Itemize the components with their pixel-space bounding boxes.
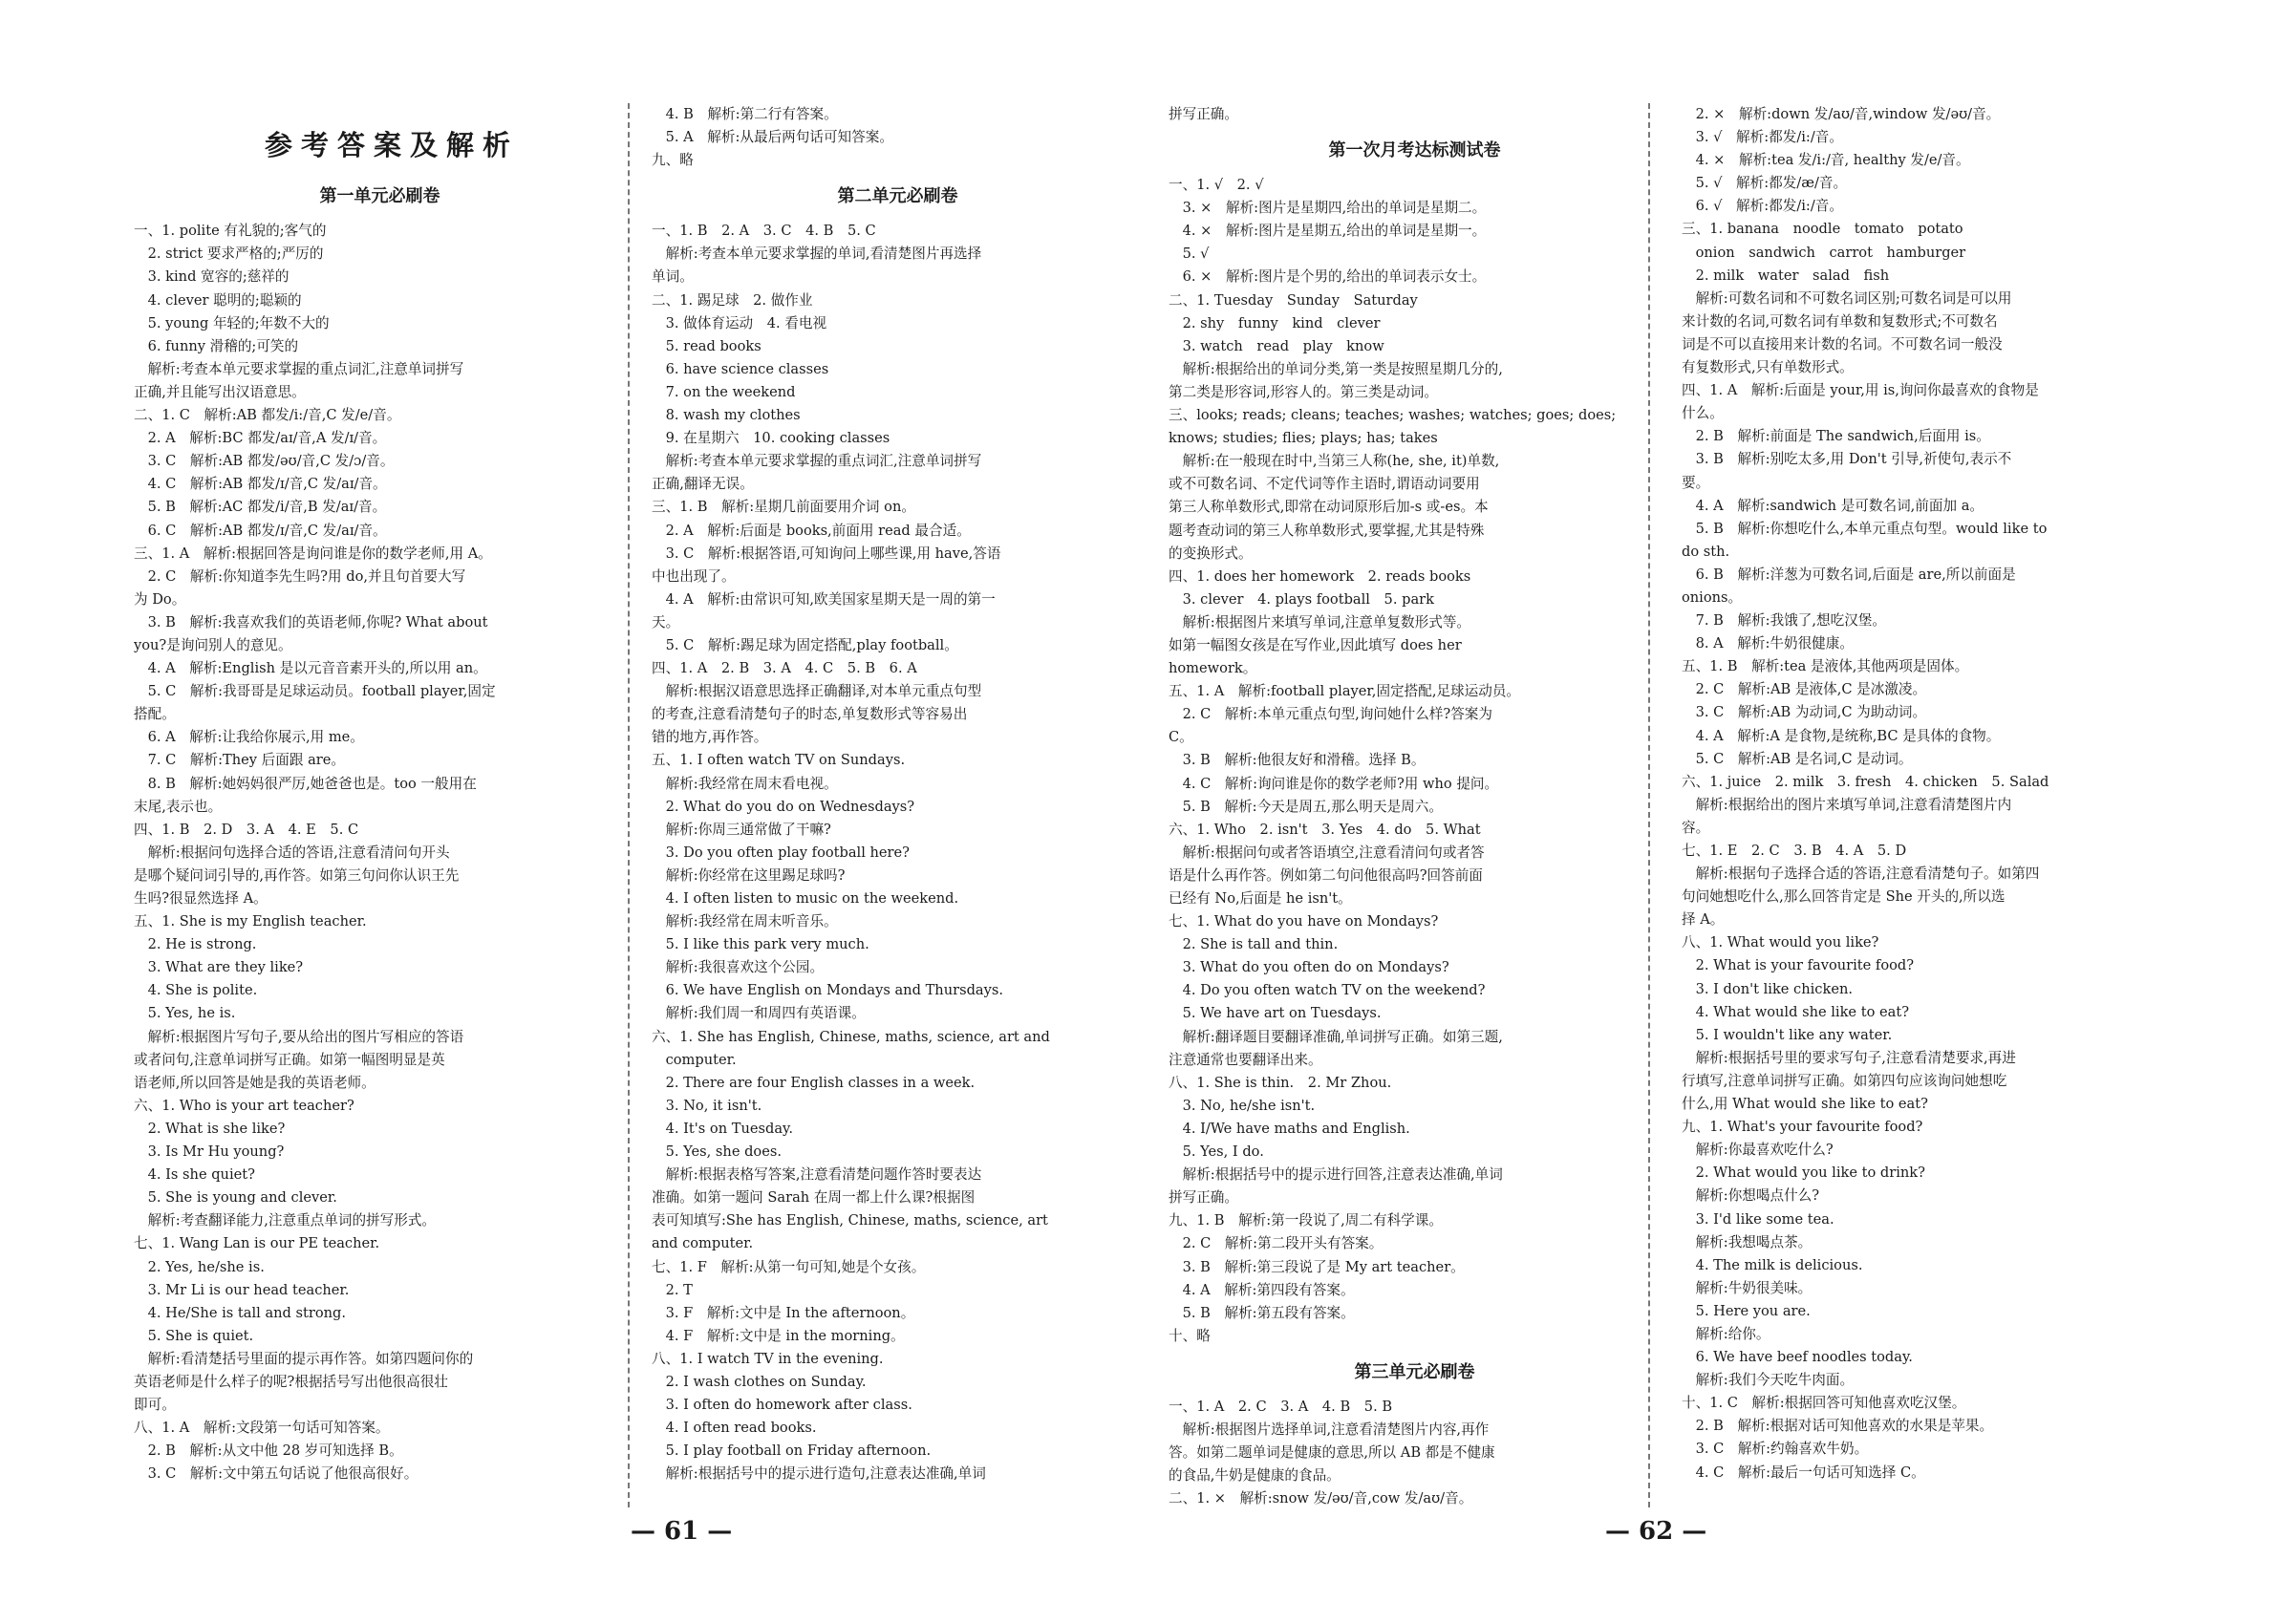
- answer-line: 2. C 解析:AB 是液体,C 是冰激凌。: [1682, 681, 1927, 698]
- answer-line: 什么。: [1682, 405, 1724, 422]
- answer-line: 解析:根据问句选择合适的答语,注意看清问句开头: [134, 844, 450, 861]
- answer-line: 2. × 解析:down 发/aʊ/音,window 发/əʊ/音。: [1682, 106, 2001, 122]
- answer-line: 6. We have beef noodles today.: [1682, 1349, 1913, 1366]
- answer-line: 4. C 解析:AB 都发/ɪ/音,C 发/aɪ/音。: [134, 476, 387, 493]
- answer-line: 四、1. B 2. D 3. A 4. E 5. C: [134, 821, 359, 838]
- answer-line: 为 Do。: [134, 590, 186, 608]
- answer-line: 5. I like this park very much.: [652, 936, 869, 953]
- answer-line: 2. I wash clothes on Sunday.: [652, 1373, 867, 1390]
- answer-line: 解析:你最喜欢吃什么?: [1682, 1142, 1834, 1159]
- answer-line: 的考查,注意看清楚句子的时态,单复数形式等容易出: [652, 706, 968, 723]
- page-number-right: — 62 —: [1605, 1517, 1707, 1546]
- answer-line: 3. Do you often play football here?: [652, 844, 910, 861]
- answer-line: 解析:我经常在周末看电视。: [652, 775, 838, 792]
- answer-line: 九、1. What's your favourite food?: [1682, 1119, 1923, 1136]
- answer-line: 4. I often listen to music on the weekend.: [652, 890, 959, 907]
- answer-line: 3. B 解析:他很友好和滑稽。选择 B。: [1169, 752, 1426, 769]
- answer-column-3: [1169, 103, 1661, 1510]
- answer-line: 解析:翻译题目要翻译准确,单词拼写正确。如第三题,: [1169, 1028, 1503, 1045]
- main-title: 参考答案及解析: [264, 129, 519, 161]
- answer-line: 4. × 解析:图片是星期五,给出的单词是星期一。: [1169, 223, 1487, 240]
- answer-line: 4. I/We have maths and English.: [1169, 1120, 1410, 1137]
- answer-line: 4. The milk is delicious.: [1682, 1256, 1863, 1273]
- answer-line: 三、looks; reads; cleans; teaches; washes; watches; goes; does;: [1169, 407, 1617, 424]
- column-divider: [1648, 103, 1650, 1507]
- answer-line: 解析:根据图片选择单词,注意看清楚图片内容,再作: [1169, 1421, 1490, 1438]
- answer-line: 第三人称单数形式,即常在动词原形后加-s 或-es。本: [1169, 499, 1489, 516]
- answer-line: 6. C 解析:AB 都发/ɪ/音,C 发/aɪ/音。: [134, 522, 387, 539]
- answer-line: 解析:我很喜欢这个公园。: [652, 959, 825, 976]
- answer-line: 八、1. She is thin. 2. Mr Zhou.: [1169, 1074, 1392, 1091]
- answer-line: 2. shy funny kind clever: [1169, 314, 1381, 331]
- answer-line: 4. F 解析:文中是 in the morning。: [652, 1327, 905, 1344]
- answer-line: 解析:你周三通常做了干嘛?: [652, 821, 831, 838]
- answer-line: 有复数形式,只有单数形式。: [1682, 359, 1854, 376]
- answer-line: 2. There are four English classes in a week.: [652, 1074, 976, 1091]
- answer-line: 语老师,所以回答是她是我的英语老师。: [134, 1074, 375, 1091]
- answer-line: 解析:根据给出的单词分类,第一类是按照星期几分的,: [1169, 360, 1503, 377]
- answer-line: 3. kind 宽容的;慈祥的: [134, 268, 290, 286]
- answer-line: 解析:在一般现在时中,当第三人称(he, she, it)单数,: [1169, 453, 1500, 470]
- answer-line: 四、1. A 2. B 3. A 4. C 5. B 6. A: [652, 660, 917, 677]
- answer-line: 3. No, it isn't.: [652, 1097, 762, 1114]
- answer-line: 5. C 解析:AB 是名词,C 是动词。: [1682, 750, 1913, 767]
- answer-line: 5. B 解析:你想吃什么,本单元重点句型。would like to: [1682, 520, 2048, 537]
- answer-line: 拼写正确。: [1169, 106, 1238, 122]
- column-divider: [628, 103, 630, 1507]
- answer-line: 5. She is quiet.: [134, 1327, 254, 1344]
- answer-line: 5. B 解析:今天是周五,那么明天是周六。: [1169, 798, 1443, 815]
- answer-line: 6. have science classes: [652, 360, 829, 377]
- answer-line: 4. B 解析:第二行有答案。: [652, 106, 838, 122]
- answer-line: 2. A 解析:BC 都发/aɪ/音,A 发/ɪ/音。: [134, 430, 387, 447]
- answer-line: 九、略: [652, 152, 694, 169]
- answer-line: [134, 126, 626, 149]
- answer-line: 3. What are they like?: [134, 959, 304, 976]
- answer-line: 六、1. She has English, Chinese, maths, science, art and: [652, 1028, 1050, 1045]
- answer-column-4: [1682, 103, 2174, 1485]
- answer-line: 三、1. banana noodle tomato potato: [1682, 221, 1963, 238]
- answer-line: 3. × 解析:图片是星期四,给出的单词是星期二。: [1169, 200, 1487, 217]
- answer-line: 解析:根据图片来填写单词,注意单复数形式等。: [1169, 613, 1471, 630]
- answer-line: computer.: [652, 1051, 737, 1068]
- answer-line: 解析:可数名词和不可数名词区别;可数名词是可以用: [1682, 289, 2012, 307]
- answer-line: 3. C 解析:根据答语,可知询问上哪些课,用 have,答语: [652, 545, 1001, 562]
- answer-line: 六、1. juice 2. milk 3. fresh 4. chicken 5. Salad: [1682, 773, 2049, 790]
- answer-line: 二、1. × 解析:snow 发/əʊ/音,cow 发/aʊ/音。: [1169, 1490, 1473, 1507]
- answer-line: 5. √ 解析:都发/æ/音。: [1682, 175, 1848, 192]
- answer-line: 6. × 解析:图片是个男的,给出的单词表示女士。: [1169, 268, 1487, 286]
- answer-line: 二、1. Tuesday Sunday Saturday: [1169, 291, 1418, 309]
- answer-line: 一、1. polite 有礼貌的;客气的: [134, 223, 327, 240]
- answer-line: 解析:你想喝点什么?: [1682, 1187, 1820, 1205]
- answer-line: 8. B 解析:她妈妈很严厉,她爸爸也是。too 一般用在: [134, 775, 477, 792]
- answer-line: 9. 在星期六 10. cooking classes: [652, 430, 890, 447]
- answer-line: 4. A 解析:由常识可知,欧美国家星期天是一周的第一: [652, 590, 996, 608]
- answer-line: 4. I often read books.: [652, 1420, 817, 1437]
- section-heading: 第三单元必刷卷: [1354, 1361, 1475, 1382]
- answer-line: 解析:根据括号里的要求写句子,注意看清楚要求,再进: [1682, 1049, 2016, 1066]
- section-heading: 第二单元必刷卷: [837, 186, 958, 207]
- answer-line: 4. A 解析:第四段有答案。: [1169, 1281, 1355, 1298]
- answer-line: 7. on the weekend: [652, 383, 796, 400]
- answer-line: 六、1. Who is your art teacher?: [134, 1097, 354, 1114]
- answer-line: 一、1. A 2. C 3. A 4. B 5. B: [1169, 1398, 1393, 1415]
- answer-line: 5. C 解析:踢足球为固定搭配,play football。: [652, 636, 958, 653]
- answer-line: 5. Yes, he is.: [134, 1005, 236, 1022]
- answer-line: 四、1. does her homework 2. reads books: [1169, 567, 1471, 585]
- answer-line: 3. No, he/she isn't.: [1169, 1097, 1316, 1114]
- answer-line: 三、1. A 解析:根据回答是询问谁是你的数学老师,用 A。: [134, 545, 492, 562]
- answer-line: 5. We have art on Tuesdays.: [1169, 1005, 1382, 1022]
- answer-line: 解析:牛奶很美味。: [1682, 1279, 1813, 1296]
- answer-line: 4. She is polite.: [134, 982, 258, 999]
- answer-line: 二、1. C 解析:AB 都发/i:/音,C 发/e/音。: [134, 407, 401, 424]
- answer-line: 解析:根据问句或者答语填空,注意看清问句或者答: [1169, 844, 1485, 861]
- answer-line: 6. B 解析:洋葱为可数名词,后面是 are,所以前面是: [1682, 566, 2016, 583]
- answer-line: 九、1. B 解析:第一段说了,周二有科学课。: [1169, 1212, 1443, 1229]
- answer-line: 三、1. B 解析:星期几前面要用介词 on。: [652, 499, 915, 516]
- answer-line: 五、1. B 解析:tea 是液体,其他两项是固体。: [1682, 658, 1969, 675]
- answer-line: 容。: [1682, 819, 1710, 836]
- answer-line: 二、1. 踢足球 2. 做作业: [652, 291, 813, 309]
- answer-line: 来计数的名词,可数名词有单数和复数形式;不可数名: [1682, 312, 1998, 330]
- answer-line: 4. Is she quiet?: [134, 1166, 255, 1184]
- answer-line: 6. funny 滑稽的;可笑的: [134, 337, 299, 354]
- answer-line: 2. What do you do on Wednesdays?: [652, 798, 915, 815]
- answer-line: 生吗?很显然选择 A。: [134, 890, 268, 907]
- answer-line: 搭配。: [134, 706, 176, 723]
- answer-line: 的变换形式。: [1169, 545, 1253, 562]
- answer-line: 解析:根据括号中的提示进行回答,注意表达准确,单词: [1169, 1166, 1503, 1184]
- page-number-left: — 61 —: [631, 1517, 733, 1546]
- answer-line: homework。: [1169, 660, 1257, 677]
- answer-line: 或者问句,注意单词拼写正确。如第一幅图明显是英: [134, 1051, 445, 1068]
- answer-line: 2. T: [652, 1281, 693, 1298]
- answer-column-2: [652, 103, 1144, 1485]
- answer-line: 3. B 解析:我喜欢我们的英语老师,你呢? What about: [134, 613, 488, 630]
- answer-line: 词是不可以直接用来计数的名词。不可数名词一般没: [1682, 335, 2003, 353]
- answer-line: 5. I play football on Friday afternoon.: [652, 1442, 932, 1460]
- answer-line: 正确,并且能写出汉语意思。: [134, 383, 306, 400]
- answer-line: do sth.: [1682, 543, 1730, 560]
- answer-line: 解析:根据表格写答案,注意看清楚问题作答时要表达: [652, 1166, 982, 1184]
- answer-line: and computer.: [652, 1235, 754, 1252]
- answer-line: [134, 149, 626, 172]
- answer-line: 5. young 年轻的;年数不大的: [134, 314, 330, 331]
- answer-line: 中也出现了。: [652, 567, 736, 585]
- answer-line: 3. C 解析:约翰喜欢牛奶。: [1682, 1441, 1869, 1458]
- answer-line: 七、1. Wang Lan is our PE teacher.: [134, 1235, 380, 1252]
- section-heading: 第一次月考达标测试卷: [1328, 140, 1501, 161]
- answer-line: 七、1. What do you have on Mondays?: [1169, 913, 1439, 930]
- answer-line: 5. A 解析:从最后两句话可知答案。: [652, 129, 893, 146]
- answer-line: 3. I don't like chicken.: [1682, 980, 1853, 997]
- answer-line: 英语老师是什么样子的呢?根据括号写出他很高很壮: [134, 1373, 448, 1390]
- answer-line: 3. clever 4. plays football 5. park: [1169, 590, 1434, 608]
- answer-line: 4. A 解析:sandwich 是可数名词,前面加 a。: [1682, 497, 1984, 514]
- answer-line: 准确。如第一题问 Sarah 在周一都上什么课?根据图: [652, 1189, 976, 1207]
- answer-line: knows; studies; flies; plays; has; takes: [1169, 430, 1438, 447]
- answer-line: 答。如第二题单词是健康的意思,所以 AB 都是不健康: [1169, 1444, 1495, 1462]
- answer-line: 2. He is strong.: [134, 936, 257, 953]
- answer-line: 7. B 解析:我饿了,想吃汉堡。: [1682, 612, 1886, 630]
- answer-line: 4. A 解析:English 是以元音音素开头的,所以用 an。: [134, 660, 487, 677]
- answer-line: 五、1. I often watch TV on Sundays.: [652, 752, 906, 769]
- answer-line: 3. Mr Li is our head teacher.: [134, 1281, 350, 1298]
- answer-line: onion sandwich carrot hamburger: [1682, 244, 1966, 261]
- answer-line: 6. We have English on Mondays and Thursdays.: [652, 982, 1003, 999]
- answer-line: 2. B 解析:前面是 The sandwich,后面用 is。: [1682, 428, 1990, 445]
- answer-line: 八、1. I watch TV in the evening.: [652, 1350, 884, 1367]
- answer-line: 5. Yes, she does.: [652, 1143, 782, 1161]
- answer-line: 一、1. B 2. A 3. C 4. B 5. C: [652, 223, 876, 240]
- answer-line: 五、1. A 解析:football player,固定搭配,足球运动员。: [1169, 683, 1521, 700]
- answer-line: 5. C 解析:我哥哥是足球运动员。football player,固定: [134, 683, 496, 700]
- answer-line: 一、1. √ 2. √: [1169, 177, 1264, 194]
- answer-line: 解析:考查本单元要求掌握的重点词汇,注意单词拼写: [134, 360, 464, 377]
- answer-line: 5. √: [1169, 246, 1210, 263]
- answer-line: 4. C 解析:最后一句话可知选择 C。: [1682, 1464, 1925, 1481]
- answer-line: 解析:你经常在这里踢足球吗?: [652, 866, 846, 884]
- answer-line: 2. A 解析:后面是 books,前面用 read 最合适。: [652, 522, 971, 539]
- answer-line: 行填写,注意单词拼写正确。如第四句应该询问她想吃: [1682, 1072, 2007, 1089]
- answer-line: 或不可数名词、不定代词等作主语时,谓语动词要用: [1169, 476, 1480, 493]
- answer-line: 3. C 解析:AB 为动词,C 为助动词。: [1682, 704, 1927, 721]
- answer-line: 8. wash my clothes: [652, 407, 801, 424]
- answer-line: 2. B 解析:根据对话可知他喜欢的水果是苹果。: [1682, 1418, 1994, 1435]
- answer-line: 2. C 解析:第二段开头有答案。: [1169, 1235, 1384, 1252]
- answer-line: 十、1. C 解析:根据回答可知他喜欢吃汉堡。: [1682, 1395, 1966, 1412]
- answer-line: 7. C 解析:They 后面跟 are。: [134, 752, 346, 769]
- answer-line: 3. watch read play know: [1169, 337, 1384, 354]
- answer-line: 3. I'd like some tea.: [1682, 1210, 1834, 1228]
- answer-line: 解析:考查翻译能力,注意重点单词的拼写形式。: [134, 1212, 437, 1229]
- answer-line: 2. B 解析:从文中他 28 岁可知选择 B。: [134, 1442, 403, 1460]
- answer-line: 3. C 解析:文中第五句话说了他很高很好。: [134, 1465, 418, 1483]
- answer-line: 3. B 解析:别吃太多,用 Don't 引导,祈使句,表示不: [1682, 451, 2012, 468]
- answer-line: 如第一幅图女孩是在写作业,因此填写 does her: [1169, 636, 1462, 653]
- answer-line: 5. Here you are.: [1682, 1302, 1811, 1319]
- answer-line: 天。: [652, 613, 680, 630]
- answer-line: 4. He/She is tall and strong.: [134, 1304, 347, 1321]
- answer-line: 六、1. Who 2. isn't 3. Yes 4. do 5. What: [1169, 821, 1481, 838]
- answer-line: 八、1. A 解析:文段第一句话可知答案。: [134, 1420, 390, 1437]
- answer-line: 3. √ 解析:都发/i:/音。: [1682, 129, 1843, 146]
- answer-line: 2. What is she like?: [134, 1120, 286, 1137]
- answer-line: 5. read books: [652, 337, 762, 354]
- answer-line: 3. 做体育运动 4. 看电视: [652, 314, 827, 331]
- answer-line: 5. She is young and clever.: [134, 1189, 337, 1207]
- answer-line: 即可。: [134, 1397, 176, 1414]
- answer-line: 2. What is your favourite food?: [1682, 957, 1915, 974]
- answer-line: 4. C 解析:询问谁是你的数学老师?用 who 提问。: [1169, 775, 1499, 792]
- answer-line: 末尾,表示也。: [134, 798, 223, 815]
- answer-line: 题考查动词的第三人称单数形式,要掌握,尤其是特殊: [1169, 522, 1485, 539]
- answer-line: 4. Do you often watch TV on the weekend?: [1169, 982, 1486, 999]
- answer-line: 解析:给你。: [1682, 1325, 1770, 1342]
- answer-line: 4. clever 聪明的;聪颖的: [134, 291, 302, 309]
- answer-line: 要。: [1682, 474, 1710, 491]
- answer-line: 十、略: [1169, 1327, 1211, 1344]
- answer-line: 语是什么再作答。例如第二句问他很高吗?回答前面: [1169, 866, 1483, 884]
- answer-line: 2. Yes, he/she is.: [134, 1258, 265, 1275]
- answer-column-1: [134, 103, 626, 1485]
- answer-line: 解析:我想喝点茶。: [1682, 1233, 1813, 1250]
- answer-line: 解析:我经常在周末听音乐。: [652, 913, 838, 930]
- answer-line: 3. C 解析:AB 都发/əʊ/音,C 发/ɔ/音。: [134, 453, 395, 470]
- answer-line: 3. Is Mr Hu young?: [134, 1143, 285, 1161]
- answer-line: 表可知填写:She has English, Chinese, maths, science, art: [652, 1212, 1048, 1229]
- answer-line: 八、1. What would you like?: [1682, 934, 1879, 951]
- answer-line: 什么,用 What would she like to eat?: [1682, 1096, 1928, 1113]
- answer-line: 七、1. E 2. C 3. B 4. A 5. D: [1682, 843, 1907, 859]
- answer-line: 6. √ 解析:都发/i:/音。: [1682, 198, 1843, 215]
- answer-line: 5. B 解析:AC 都发/i/音,B 发/aɪ/音。: [134, 499, 387, 516]
- answer-line: 4. × 解析:tea 发/i:/音, healthy 发/e/音。: [1682, 152, 1970, 169]
- answer-line: 3. What do you often do on Mondays?: [1169, 959, 1449, 976]
- answer-line: 错的地方,再作答。: [652, 729, 768, 746]
- answer-line: 2. C 解析:本单元重点句型,询问她什么样?答案为: [1169, 706, 1492, 723]
- answer-line: [134, 103, 626, 126]
- answer-line: 的食品,牛奶是健康的食品。: [1169, 1467, 1341, 1485]
- answer-line: 拼写正确。: [1169, 1189, 1238, 1207]
- answer-line: 解析:根据括号中的提示进行造句,注意表达准确,单词: [652, 1465, 986, 1483]
- answer-line: 3. I often do homework after class.: [652, 1397, 912, 1414]
- answer-line: 句问她想吃什么,那么回答肯定是 She 开头的,所以选: [1682, 888, 2006, 906]
- answer-line: 四、1. A 解析:后面是 your,用 is,询问你最喜欢的食物是: [1682, 382, 2039, 399]
- answer-line: 第二类是形容词,形容人的。第三类是动词。: [1169, 383, 1438, 400]
- answer-line: 单词。: [652, 268, 694, 286]
- answer-line: 2. C 解析:你知道李先生吗?用 do,并且句首要大写: [134, 567, 466, 585]
- answer-line: 5. Yes, I do.: [1169, 1143, 1264, 1161]
- answer-line: 解析:我们周一和周四有英语课。: [652, 1005, 866, 1022]
- answer-line: 择 A。: [1682, 911, 1725, 929]
- answer-line: onions。: [1682, 588, 1743, 606]
- answer-line: 解析:根据汉语意思选择正确翻译,对本单元重点句型: [652, 683, 982, 700]
- answer-line: 解析:看清楚括号里面的提示再作答。如第四题问你的: [134, 1350, 474, 1367]
- answer-line: 解析:考查本单元要求掌握的重点词汇,注意单词拼写: [652, 453, 982, 470]
- answer-line: 5. I wouldn't like any water.: [1682, 1026, 1893, 1043]
- answer-line: 3. F 解析:文中是 In the afternoon。: [652, 1304, 915, 1321]
- answer-line: 是哪个疑问词引导的,再作答。如第三句问你认识王先: [134, 866, 460, 884]
- answer-line: C。: [1169, 729, 1193, 746]
- answer-line: 2. She is tall and thin.: [1169, 936, 1339, 953]
- answer-line: 解析:我们今天吃牛肉面。: [1682, 1372, 1855, 1389]
- answer-line: you?是询问别人的意见。: [134, 636, 292, 653]
- answer-line: 4. It's on Tuesday.: [652, 1120, 793, 1137]
- answer-line: 解析:根据句子选择合适的答语,注意看清楚句子。如第四: [1682, 865, 2040, 883]
- answer-line: 七、1. F 解析:从第一句可知,她是个女孩。: [652, 1258, 926, 1275]
- answer-line: 4. A 解析:A 是食物,是统称,BC 是具体的食物。: [1682, 727, 2001, 744]
- answer-line: 2. milk water salad fish: [1682, 267, 1890, 284]
- answer-line: 8. A 解析:牛奶很健康。: [1682, 635, 1854, 652]
- answer-line: 注意通常也要翻译出来。: [1169, 1051, 1322, 1068]
- answer-line: 解析:根据给出的图片来填写单词,注意看清楚图片内: [1682, 796, 2012, 813]
- answer-line: 2. What would you like to drink?: [1682, 1165, 1925, 1182]
- answer-line: 已经有 No,后面是 he isn't。: [1169, 890, 1352, 907]
- answer-line: 正确,翻译无误。: [652, 476, 754, 493]
- answer-line: 解析:考查本单元要求掌握的单词,看清楚图片再选择: [652, 246, 982, 263]
- answer-line: 5. B 解析:第五段有答案。: [1169, 1304, 1355, 1321]
- answer-line: 五、1. She is my English teacher.: [134, 913, 367, 930]
- answer-line: 解析:根据图片写句子,要从给出的图片写相应的答语: [134, 1028, 464, 1045]
- answer-line: 3. B 解析:第三段说了是 My art teacher。: [1169, 1258, 1465, 1275]
- answer-line: 2. strict 要求严格的;严厉的: [134, 246, 324, 263]
- section-heading: 第一单元必刷卷: [319, 186, 440, 207]
- answer-line: 4. What would she like to eat?: [1682, 1003, 1910, 1020]
- answer-line: 6. A 解析:让我给你展示,用 me。: [134, 729, 364, 746]
